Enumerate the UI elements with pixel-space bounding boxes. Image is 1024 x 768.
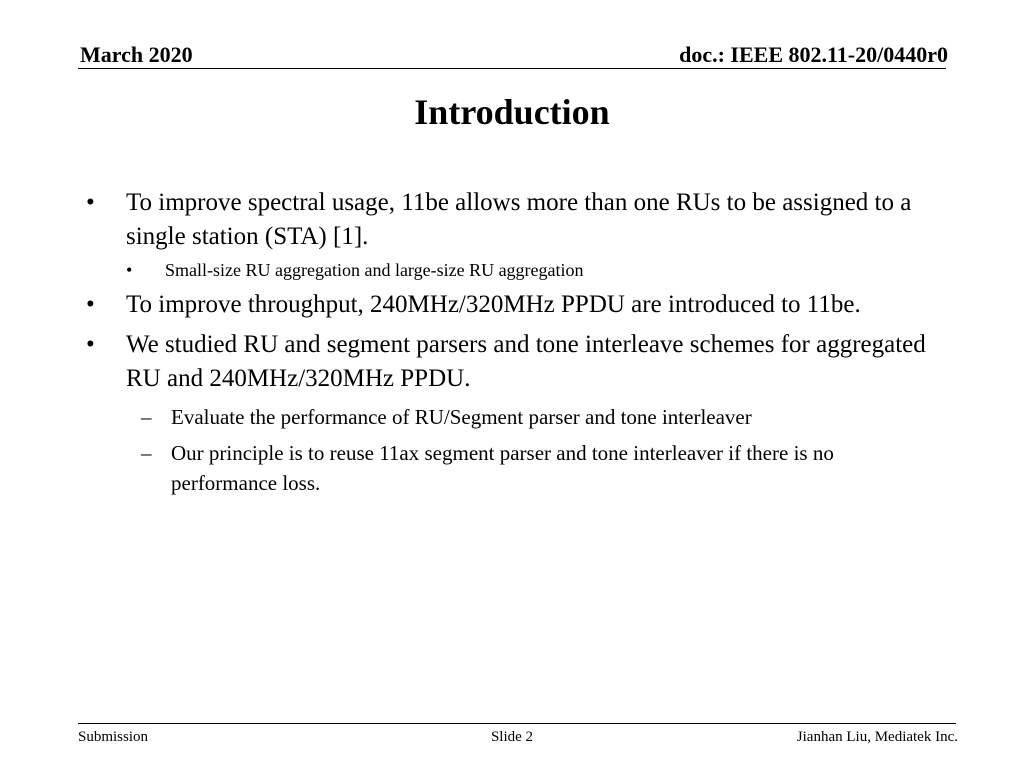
sub-bullet-text: Small-size RU aggregation and large-size RU aggregation — [165, 260, 584, 280]
bullet-marker: • — [86, 291, 95, 318]
bullet-marker: • — [86, 331, 95, 358]
bullet-text: To improve throughput, 240MHz/320MHz PPDU are introduced to 11be. — [126, 291, 861, 318]
footer-divider — [78, 723, 956, 724]
sub-bullet-marker: – — [141, 441, 152, 465]
header-date: March 2020 — [80, 42, 193, 67]
sub-bullet-item — [86, 258, 936, 282]
bullet-item — [86, 288, 936, 322]
footer-author: Jianhan Liu, Mediatek Inc. — [796, 729, 958, 745]
sub-bullet-text: Evaluate the performance of RU/Segment parser and tone interleaver — [171, 405, 752, 429]
slide-body — [86, 186, 936, 504]
bullet-marker: • — [86, 189, 95, 216]
slide-title: Introduction — [414, 92, 610, 132]
bullet-text: To improve spectral usage, 11be allows more than one RUs to be assigned to a single station (STA) [1]. — [126, 189, 912, 250]
header-document-id: doc.: IEEE 802.11-20/0440r0 — [679, 42, 948, 67]
sub-bullet-item — [86, 402, 936, 432]
sub-bullet-item — [86, 438, 936, 498]
bullet-item — [86, 328, 936, 396]
header-divider — [78, 68, 946, 69]
footer-submission: Submission — [78, 729, 149, 745]
sub-bullet-marker: • — [126, 260, 133, 280]
bullet-text: We studied RU and segment parsers and tone interleave schemes for aggregated RU and 240MHz/320MHz PPDU. — [126, 331, 926, 392]
footer-slide-number: Slide 2 — [490, 729, 534, 745]
bullet-item — [86, 186, 936, 254]
sub-bullet-text: Our principle is to reuse 11ax segment parser and tone interleaver if there is no performance loss. — [171, 441, 834, 495]
sub-bullet-marker: – — [141, 405, 152, 429]
